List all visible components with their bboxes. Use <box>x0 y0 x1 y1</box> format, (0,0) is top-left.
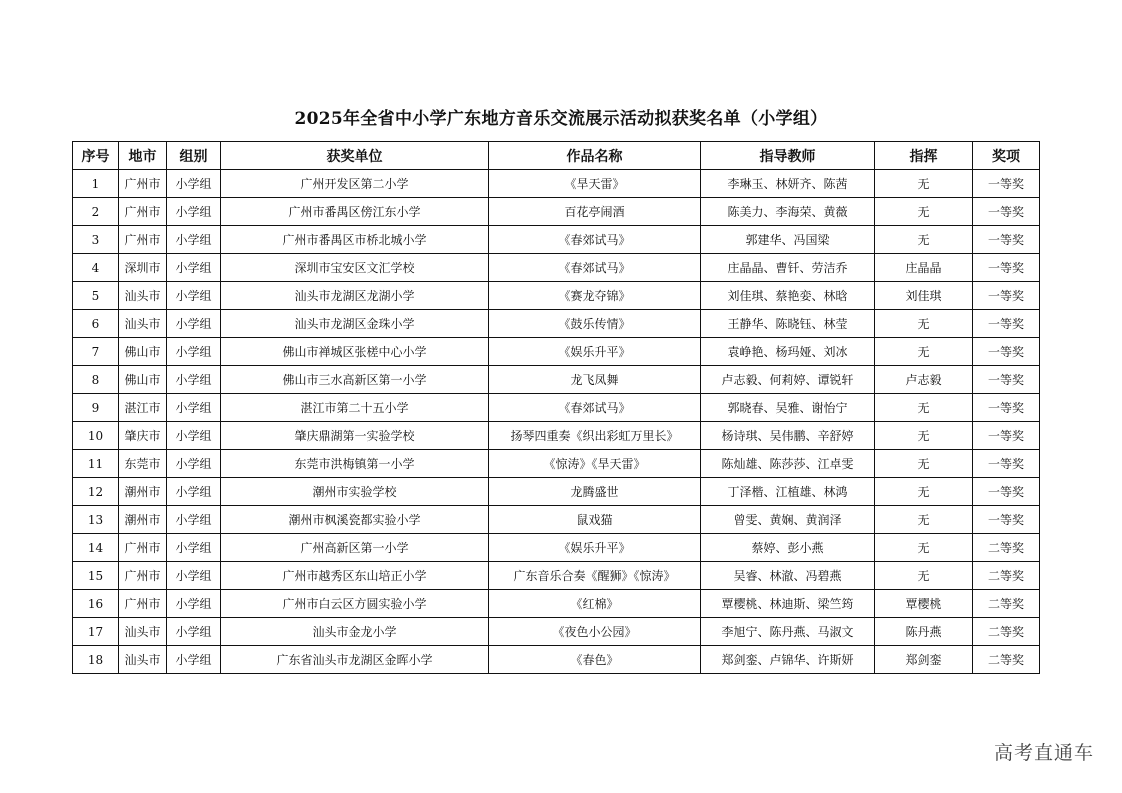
award-list-table <box>72 141 1040 674</box>
cell-conductor: 无 <box>875 310 973 338</box>
cell-index: 2 <box>73 198 119 226</box>
cell-conductor: 无 <box>875 478 973 506</box>
cell-conductor: 无 <box>875 394 973 422</box>
cell-index: 10 <box>73 422 119 450</box>
cell-city: 湛江市 <box>119 394 167 422</box>
cell-conductor: 刘佳琪 <box>875 282 973 310</box>
cell-conductor: 无 <box>875 534 973 562</box>
cell-conductor: 无 <box>875 450 973 478</box>
cell-teachers: 李旭宁、陈丹燕、马淑文 <box>701 618 875 646</box>
cell-city: 广州市 <box>119 534 167 562</box>
cell-unit: 广州市番禺区傍江东小学 <box>221 198 489 226</box>
cell-group: 小学组 <box>167 198 221 226</box>
cell-index: 7 <box>73 338 119 366</box>
cell-award: 一等奖 <box>973 310 1040 338</box>
cell-group: 小学组 <box>167 618 221 646</box>
cell-index: 4 <box>73 254 119 282</box>
cell-unit: 湛江市第二十五小学 <box>221 394 489 422</box>
watermark-text: 高考直通车 <box>993 742 1094 764</box>
cell-work: 龙腾盛世 <box>489 478 701 506</box>
cell-conductor: 无 <box>875 506 973 534</box>
cell-unit: 东莞市洪梅镇第一小学 <box>221 450 489 478</box>
table-row <box>73 506 1040 534</box>
table-row <box>73 562 1040 590</box>
cell-city: 深圳市 <box>119 254 167 282</box>
cell-conductor: 无 <box>875 226 973 254</box>
cell-conductor: 无 <box>875 170 973 198</box>
header-city: 地市 <box>119 142 167 170</box>
cell-index: 11 <box>73 450 119 478</box>
cell-group: 小学组 <box>167 590 221 618</box>
cell-award: 一等奖 <box>973 394 1040 422</box>
cell-unit: 汕头市龙湖区龙湖小学 <box>221 282 489 310</box>
cell-index: 16 <box>73 590 119 618</box>
cell-city: 佛山市 <box>119 338 167 366</box>
cell-group: 小学组 <box>167 170 221 198</box>
cell-city: 潮州市 <box>119 506 167 534</box>
cell-award: 二等奖 <box>973 562 1040 590</box>
cell-group: 小学组 <box>167 450 221 478</box>
cell-unit: 汕头市龙湖区金珠小学 <box>221 310 489 338</box>
cell-city: 汕头市 <box>119 646 167 674</box>
cell-work: 《春郊试马》 <box>489 226 701 254</box>
header-index: 序号 <box>73 142 119 170</box>
cell-group: 小学组 <box>167 338 221 366</box>
table-row <box>73 254 1040 282</box>
cell-group: 小学组 <box>167 562 221 590</box>
cell-city: 肇庆市 <box>119 422 167 450</box>
cell-award: 一等奖 <box>973 282 1040 310</box>
cell-teachers: 王静华、陈晓钰、林莹 <box>701 310 875 338</box>
table-row <box>73 534 1040 562</box>
cell-teachers: 覃樱桃、林迪斯、梁竺筠 <box>701 590 875 618</box>
table-row <box>73 338 1040 366</box>
cell-city: 广州市 <box>119 562 167 590</box>
cell-city: 汕头市 <box>119 618 167 646</box>
cell-award: 一等奖 <box>973 198 1040 226</box>
cell-group: 小学组 <box>167 422 221 450</box>
cell-teachers: 蔡婷、彭小燕 <box>701 534 875 562</box>
table-row <box>73 198 1040 226</box>
cell-award: 二等奖 <box>973 534 1040 562</box>
cell-teachers: 庄晶晶、曹钎、劳洁乔 <box>701 254 875 282</box>
cell-teachers: 卢志毅、何莉婷、谭锐轩 <box>701 366 875 394</box>
header-conductor: 指挥 <box>875 142 973 170</box>
cell-unit: 广州高新区第一小学 <box>221 534 489 562</box>
cell-index: 12 <box>73 478 119 506</box>
cell-work: 《红棉》 <box>489 590 701 618</box>
cell-teachers: 丁泽楷、江植雄、林鸿 <box>701 478 875 506</box>
cell-city: 广州市 <box>119 590 167 618</box>
cell-unit: 佛山市三水高新区第一小学 <box>221 366 489 394</box>
cell-city: 广州市 <box>119 170 167 198</box>
header-work: 作品名称 <box>489 142 701 170</box>
table-row <box>73 478 1040 506</box>
cell-award: 一等奖 <box>973 170 1040 198</box>
cell-teachers: 陈灿雄、陈莎莎、江卓雯 <box>701 450 875 478</box>
cell-group: 小学组 <box>167 394 221 422</box>
table-row <box>73 646 1040 674</box>
cell-award: 一等奖 <box>973 422 1040 450</box>
table-row <box>73 422 1040 450</box>
cell-work: 《春色》 <box>489 646 701 674</box>
cell-index: 9 <box>73 394 119 422</box>
cell-teachers: 吴睿、林澈、冯碧燕 <box>701 562 875 590</box>
cell-group: 小学组 <box>167 534 221 562</box>
table-row <box>73 618 1040 646</box>
header-unit: 获奖单位 <box>221 142 489 170</box>
cell-index: 15 <box>73 562 119 590</box>
table-row <box>73 310 1040 338</box>
cell-city: 潮州市 <box>119 478 167 506</box>
cell-group: 小学组 <box>167 310 221 338</box>
cell-award: 一等奖 <box>973 478 1040 506</box>
cell-conductor: 卢志毅 <box>875 366 973 394</box>
cell-city: 汕头市 <box>119 310 167 338</box>
cell-teachers: 袁峥艳、杨玛娅、刘冰 <box>701 338 875 366</box>
cell-conductor: 庄晶晶 <box>875 254 973 282</box>
cell-work: 《娱乐升平》 <box>489 534 701 562</box>
cell-index: 6 <box>73 310 119 338</box>
cell-work: 百花亭闹酒 <box>489 198 701 226</box>
cell-teachers: 李琳玉、林妍齐、陈茜 <box>701 170 875 198</box>
cell-unit: 肇庆鼎湖第一实验学校 <box>221 422 489 450</box>
cell-city: 广州市 <box>119 198 167 226</box>
table-body <box>73 170 1040 674</box>
cell-work: 《夜色小公园》 <box>489 618 701 646</box>
table-row <box>73 366 1040 394</box>
cell-unit: 深圳市宝安区文汇学校 <box>221 254 489 282</box>
cell-conductor: 无 <box>875 338 973 366</box>
cell-city: 广州市 <box>119 226 167 254</box>
cell-conductor: 无 <box>875 562 973 590</box>
document-title: 2025年全省中小学广东地方音乐交流展示活动拟获奖名单（小学组） <box>294 109 828 129</box>
table-row <box>73 170 1040 198</box>
cell-group: 小学组 <box>167 506 221 534</box>
cell-unit: 广州市白云区方圆实验小学 <box>221 590 489 618</box>
cell-award: 一等奖 <box>973 226 1040 254</box>
cell-city: 佛山市 <box>119 366 167 394</box>
cell-work: 龙飞凤舞 <box>489 366 701 394</box>
cell-teachers: 陈美力、李海荣、黄薇 <box>701 198 875 226</box>
cell-conductor: 陈丹燕 <box>875 618 973 646</box>
table-row <box>73 394 1040 422</box>
cell-index: 8 <box>73 366 119 394</box>
cell-work: 《鼓乐传情》 <box>489 310 701 338</box>
cell-award: 一等奖 <box>973 254 1040 282</box>
cell-work: 《春郊试马》 <box>489 254 701 282</box>
cell-index: 1 <box>73 170 119 198</box>
cell-group: 小学组 <box>167 282 221 310</box>
cell-work: 《惊涛》《旱天雷》 <box>489 450 701 478</box>
cell-unit: 广州开发区第二小学 <box>221 170 489 198</box>
header-group: 组别 <box>167 142 221 170</box>
cell-award: 二等奖 <box>973 590 1040 618</box>
cell-conductor: 无 <box>875 422 973 450</box>
cell-teachers: 郭建华、冯国梁 <box>701 226 875 254</box>
cell-index: 13 <box>73 506 119 534</box>
cell-unit: 汕头市金龙小学 <box>221 618 489 646</box>
cell-work: 鼠戏猫 <box>489 506 701 534</box>
header-award: 奖项 <box>973 142 1040 170</box>
cell-group: 小学组 <box>167 478 221 506</box>
cell-work: 《旱天雷》 <box>489 170 701 198</box>
cell-award: 一等奖 <box>973 506 1040 534</box>
cell-group: 小学组 <box>167 226 221 254</box>
cell-index: 18 <box>73 646 119 674</box>
cell-group: 小学组 <box>167 366 221 394</box>
cell-unit: 广州市越秀区东山培正小学 <box>221 562 489 590</box>
cell-unit: 潮州市实验学校 <box>221 478 489 506</box>
table-row <box>73 226 1040 254</box>
cell-conductor: 郑剑銮 <box>875 646 973 674</box>
cell-index: 14 <box>73 534 119 562</box>
cell-conductor: 无 <box>875 198 973 226</box>
cell-group: 小学组 <box>167 254 221 282</box>
header-teachers: 指导教师 <box>701 142 875 170</box>
cell-unit: 潮州市枫溪瓷都实验小学 <box>221 506 489 534</box>
table-row <box>73 282 1040 310</box>
cell-index: 3 <box>73 226 119 254</box>
cell-work: 《赛龙夺锦》 <box>489 282 701 310</box>
cell-award: 一等奖 <box>973 366 1040 394</box>
table-row <box>73 450 1040 478</box>
cell-index: 5 <box>73 282 119 310</box>
cell-unit: 广东省汕头市龙湖区金晖小学 <box>221 646 489 674</box>
cell-conductor: 覃樱桃 <box>875 590 973 618</box>
cell-index: 17 <box>73 618 119 646</box>
cell-award: 一等奖 <box>973 338 1040 366</box>
cell-work: 扬琴四重奏《织出彩虹万里长》 <box>489 422 701 450</box>
cell-work: 《春郊试马》 <box>489 394 701 422</box>
cell-teachers: 杨诗琪、吴伟鹏、辛舒婷 <box>701 422 875 450</box>
cell-teachers: 曾雯、黄娴、黄润泽 <box>701 506 875 534</box>
cell-award: 二等奖 <box>973 646 1040 674</box>
cell-award: 二等奖 <box>973 618 1040 646</box>
table-row <box>73 590 1040 618</box>
cell-unit: 广州市番禺区市桥北城小学 <box>221 226 489 254</box>
cell-unit: 佛山市禅城区张槎中心小学 <box>221 338 489 366</box>
cell-teachers: 刘佳琪、蔡艳娈、林晗 <box>701 282 875 310</box>
table-header-row <box>73 142 1040 170</box>
cell-city: 汕头市 <box>119 282 167 310</box>
cell-group: 小学组 <box>167 646 221 674</box>
cell-work: 广东音乐合奏《醒狮》《惊涛》 <box>489 562 701 590</box>
cell-work: 《娱乐升平》 <box>489 338 701 366</box>
cell-teachers: 郭晓春、吴雅、谢怡宁 <box>701 394 875 422</box>
cell-teachers: 郑剑銮、卢锦华、许斯妍 <box>701 646 875 674</box>
cell-award: 一等奖 <box>973 450 1040 478</box>
cell-city: 东莞市 <box>119 450 167 478</box>
